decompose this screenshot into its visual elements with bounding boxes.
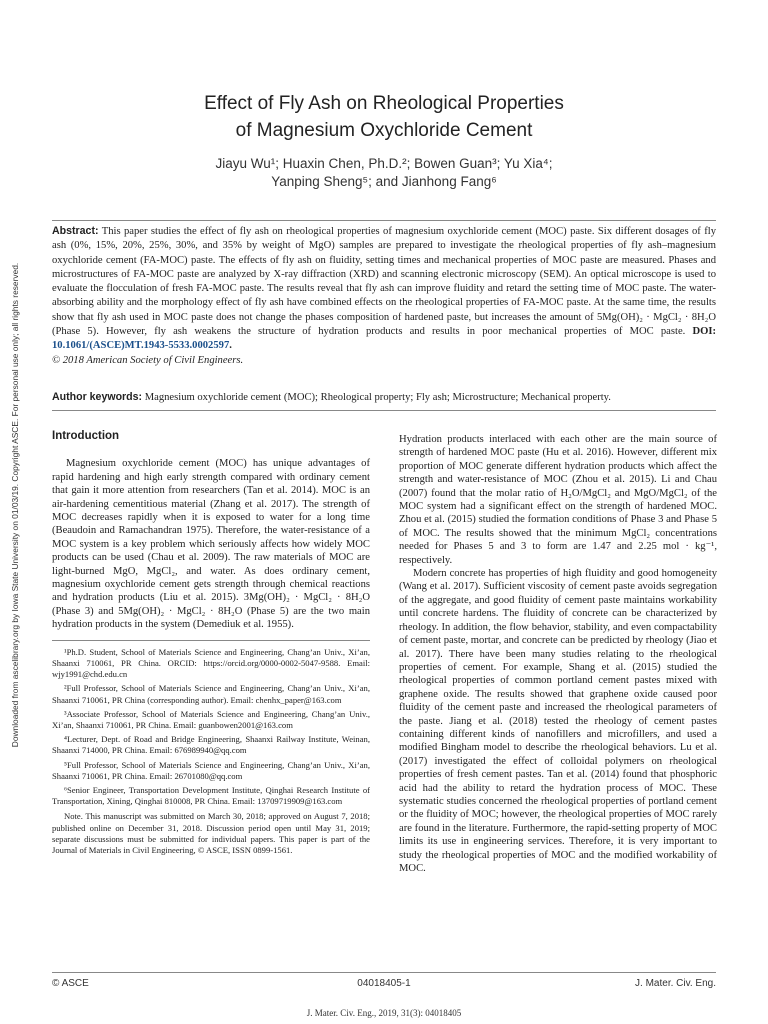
footer-left: © ASCE xyxy=(52,978,89,989)
abstract-label: Abstract: xyxy=(52,225,99,237)
footnote: ²Full Professor, School of Materials Science and Engineering, Chang’an Univ., Xi’an, Shaanxi 710061, PR China (corresponding author). Email: chenhx_paper@163.com xyxy=(52,683,370,705)
footnote: ⁶Senior Engineer, Transportation Development Institute, Qinghai Research Institute of Transportation, Xining, Qinghai 810008, PR China. Email: 13709719909@163.com xyxy=(52,784,370,807)
title-line-1: Effect of Fly Ash on Rheological Properties xyxy=(204,93,564,114)
footer-journal: J. Mater. Civ. Eng. xyxy=(635,978,716,989)
divider xyxy=(52,220,716,221)
paper-title xyxy=(0,90,768,144)
page-number: 04018405-1 xyxy=(357,978,411,989)
section-heading: Introduction xyxy=(52,430,120,442)
author-list xyxy=(0,155,768,191)
keywords-text: Magnesium oxychloride cement (MOC); Rheological property; Fly ash; Microstructure; Mechanical property. xyxy=(144,392,611,403)
abstract-text: This paper studies the effect of fly ash on rheological properties of magnesium oxychloride cement (MOC) paste. Six different dosages of fly ash (0%, 15%, 20%, 25%, 30%, and 35% by weight of MgO) samples are prepared to investigate the rheological properties of fly ash–magnesium oxychloride cement (FA-MOC) paste. The effects of fly ash on fluidity, setting times and mechanical properties of MOC paste are measured. Phases and microstructures of FA-MOC paste are analyzed by X-ray diffraction (XRD) and scanning electronic microscopy (SEM). An optical microscope is used to evaluate the flocculation of fresh FA-MOC paste. The results reveal that fly ash can improve fluidity and retard the setting time of MOC paste. The water-absorbing ability and the morphology effect of fly ash have combined effects on the rheological properties of FA-MOC paste. At the same time, the results show that fly ash used in MOC paste does not change the phases composition of hardened paste, but increases the amount of 5Mg(OH)₂ · MgCl₂ · 8H₂O (Phase 5). However, fly ash weakens the structure of hydration products and results in poor mechanical properties of MOC paste. xyxy=(52,226,717,338)
manuscript-note: Note. This manuscript was submitted on March 30, 2018; approved on August 7, 2018; published online on December 31, 2018. Discussion period open until May 31, 2019; separate discussions must be submitted for individual papers. This paper is part of the Journal of Materials in Civil Engineering, © ASCE, ISSN 0899-1561. xyxy=(52,811,370,855)
intro-paragraph: Magnesium oxychloride cement (MOC) has unique advantages of rapid hardening and high early strength compared with ordinary cement that gain it more attention from researchers (Tan et al. 2014). MOC is an air-hardening cementitious material (Zhang et al. 2017). The strength of MOC decreases rapidly when it is exposed to water for a long time (Beaudoin and Ramachandran 1975). Therefore, the water-resistance of a MOC system is a key problem which seriously affects how widely MOC products can be used (Chau et al. 2009). The raw materials of MOC are light-burned MgO, MgCl₂, and water. As does ordinary cement, magnesium oxychloride cement gets strength through chemical reactions and hydration products (Liu et al. 2015). 3Mg(OH)₂ · MgCl₂ · 8H₂O (Phase 3) and 5Mg(OH)₂ · MgCl₂ · 8H₂O (Phase 5) are the two main hydration products in the system (Demediuk et al. 1955). xyxy=(52,458,370,631)
copyright: © 2018 American Society of Civil Engineers. xyxy=(52,354,244,366)
keywords-label: Author keywords: xyxy=(52,391,143,403)
authors-line-1: Jiayu Wu¹; Huaxin Chen, Ph.D.²; Bowen Guan³; Yu Xia⁴; xyxy=(215,156,553,171)
footer-divider xyxy=(52,972,716,973)
body-paragraph: Hydration products interlaced with each other are the main source of strength of hardened MOC paste (Hu et al. 2016). However, different mix proportion of MOC generate different hydration products which affect the strength and water-resistance of MOC (Zhou et al. 2015). Li and Chau (2007) found that the molar ratio of H₂O/MgCl₂ and MgO/MgCl₂ of the MOC system had a significant effect on the strength of hardened MOC. Zhou et al. (2015) studied the formation conditions of Phase 3 and Phase 5 of MOC. The results showed that the minimum MgCl₂ concentrations needed for Phases 5 and 3 to form are 1.47 and 2.25 mol · kg⁻¹, respectively. xyxy=(399,434,717,566)
footnote: ³Associate Professor, School of Materials Science and Engineering, Chang’an Univ., Xi’an, Shaanxi 710061, PR China. Email: guanbowen2001@163.com xyxy=(52,708,370,730)
footnote: ¹Ph.D. Student, School of Materials Science and Engineering, Chang’an Univ., Xi’an, Shaanxi 710061, PR China. ORCID: https://orcid.org/0000-0002-5047-9588. Email: wjy1991@chd.edu.cn xyxy=(52,646,370,680)
doi-link[interactable]: 10.1061/(ASCE)MT.1943-5533.0002597 xyxy=(52,340,230,352)
download-notice: Downloaded from ascelibrary.org by Iowa State University on 01/03/19. Copyright ASCE. For personal use only; all rights reserved. xyxy=(10,262,20,748)
doi-label: DOI: xyxy=(692,326,716,338)
authors-line-2: Yanping Sheng⁵; and Jianhong Fang⁶ xyxy=(271,174,497,189)
footnote-divider xyxy=(52,640,370,641)
left-column xyxy=(52,430,370,856)
title-line-2: of Magnesium Oxychloride Cement xyxy=(235,120,533,141)
footnote: ⁴Lecturer, Dept. of Road and Bridge Engineering, Shaanxi Railway Institute, Weinan, Shaanxi 714000, PR China. Email: 676989940@qq.com xyxy=(52,734,370,756)
body-paragraph: Modern concrete has properties of high fluidity and good homogeneity (Wang et al. 2017). Sufficient viscosity of cement paste avoids segregation of the aggregate, and good fluidity of cement paste maintains workability until concrete hardens. The fluidity of concrete can be characterized by rheology. In addition, the flow behavior, stability, and even compactability of cement paste, mortar, and concrete can be predicted by rheology (Jiao et al. 2017). There have been many studies relating to the rheological properties of cement. For example, Shang et al. (2015) studied the rheological properties of common portland cement pastes mixed with graphene oxide. The results showed that graphene oxide caused poor fluidity of the cement paste and increased the rheological parameters of the paste. Jiang et al. (2018) tested the rheology of cement pastes containing different kinds of nanofillers and microfillers, and used a modified Bingham model to describe the rheological behaviors. Lu et al. (2017) investigated the effect of colloidal polymers on rheological properties of fresh cement pastes. Tan et al. (2014) found that phosphoric acid had the ability to retard the hydration process of MOC. These systematic studies concerned the rheological properties of portland cement or the fluidity of MOC; however, the rheological properties of MOC rarely are found in the literature. Furthermore, the rapid-setting property of MOC limits its use in engineering services. Therefore, it is very important to study the rheological properties of MOC and the modified workability of MOC. xyxy=(399,568,717,874)
right-column xyxy=(399,433,717,875)
abstract xyxy=(52,224,716,368)
doi: DOI: 10.1061/(ASCE)MT.1943-5533.0002597. xyxy=(52,326,716,352)
author-keywords xyxy=(52,390,716,405)
citation-line: J. Mater. Civ. Eng., 2019, 31(3): 04018405 xyxy=(306,1008,462,1018)
divider xyxy=(52,410,716,411)
footnote: ⁵Full Professor, School of Materials Science and Engineering, Chang’an Univ., Xi’an, Shaanxi 710061, PR China. Email: 26701080@qq.com xyxy=(52,759,370,781)
